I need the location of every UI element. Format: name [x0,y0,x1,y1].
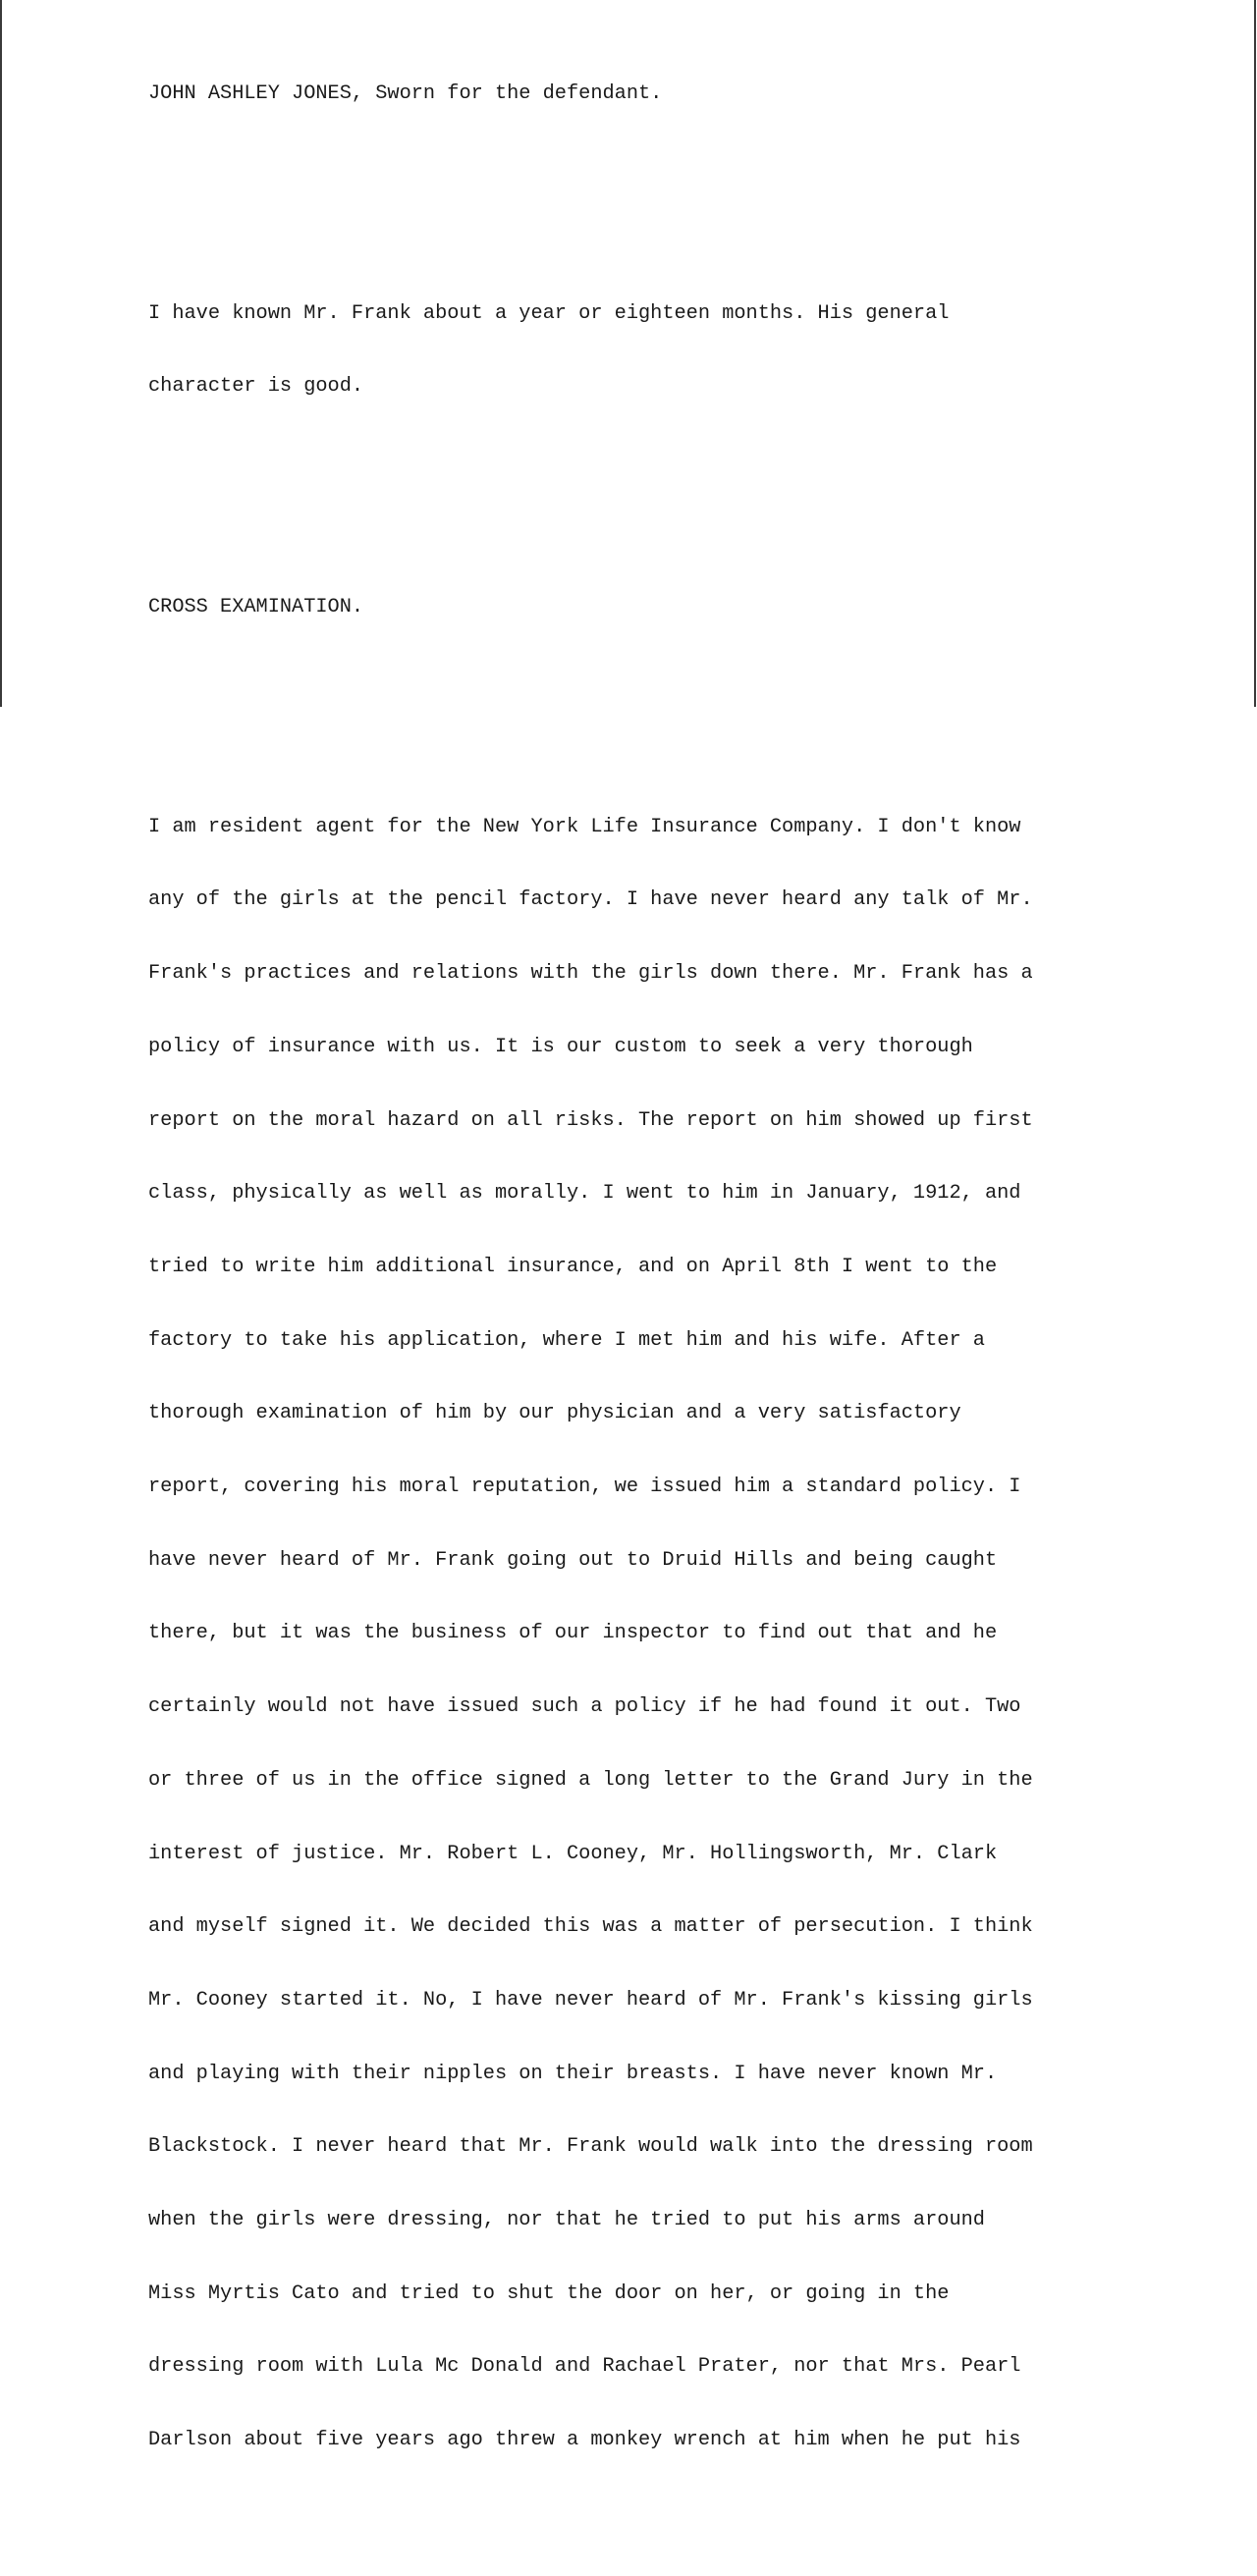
text-line: Blackstock. I never heard that Mr. Frank would walk into the dressing room [148,2135,1033,2159]
text-line: I am resident agent for the New York Life Insurance Company. I don't know [148,815,1021,838]
witness-header [148,33,1229,156]
text-line: there, but it was the business of our inspector to find out that and he [148,1622,998,1645]
text-line: I have known Mr. Frank about a year or eighteen months. His general [148,301,950,325]
transcript-text [148,0,1229,2576]
text-line: and playing with their nipples on their breasts. I have never known Mr. [148,2062,998,2085]
text-line: thorough examination of him by our physician and a very satisfactory [148,1402,961,1425]
text-line: Darlson about five years ago threw a monkey wrench at him when he put his [148,2429,1021,2452]
text-line: report, covering his moral reputation, we issued him a standard policy. I [148,1476,1021,1499]
text-line: Miss Myrtis Cato and tried to shut the door on her, or going in the [148,2281,950,2305]
section-heading: CROSS EXAMINATION. [148,595,364,618]
paragraph-direct-testimony [148,253,1229,449]
paragraph-cross-examination [148,767,1229,2502]
page-border-right [1254,0,1256,707]
text-line: any of the girls at the pencil factory. I have never heard any talk of Mr. [148,888,1033,912]
text-line: or three of us in the office signed a long letter to the Grand Jury in the [148,1768,1033,1792]
text-line: factory to take his application, where I met him and his wife. After a [148,1328,985,1352]
page-border-left [0,0,2,707]
text-line: dressing room with Lula Mc Donald and Rachael Prater, nor that Mrs. Pearl [148,2355,1021,2379]
text-line: certainly would not have issued such a policy if he had found it out. Two [148,1695,1021,1719]
text-line: tried to write him additional insurance, and on April 8th I went to the [148,1255,998,1278]
text-line: interest of justice. Mr. Robert L. Cooney, Mr. Hollingsworth, Mr. Clark [148,1842,998,1865]
text-line: character is good. [148,375,364,399]
text-line: Frank's practices and relations with the girls down there. Mr. Frank has a [148,962,1033,986]
text-line: when the girls were dressing, nor that he tried to put his arms around [148,2209,985,2232]
text-line: Mr. Cooney started it. No, I have never heard of Mr. Frank's kissing girls [148,1988,1033,2012]
cross-examination-heading [148,547,1229,670]
witness-header-line: JOHN ASHLEY JONES, Sworn for the defendant. [148,81,663,105]
text-line: have never heard of Mr. Frank going out to Druid Hills and being caught [148,1548,998,1572]
text-line: and myself signed it. We decided this was a matter of persecution. I think [148,1915,1033,1939]
text-line: report on the moral hazard on all risks. The report on him showed up first [148,1108,1033,1132]
text-line: class, physically as well as morally. I went to him in January, 1912, and [148,1182,1021,1206]
text-line: policy of insurance with us. It is our custom to seek a very thorough [148,1035,973,1058]
